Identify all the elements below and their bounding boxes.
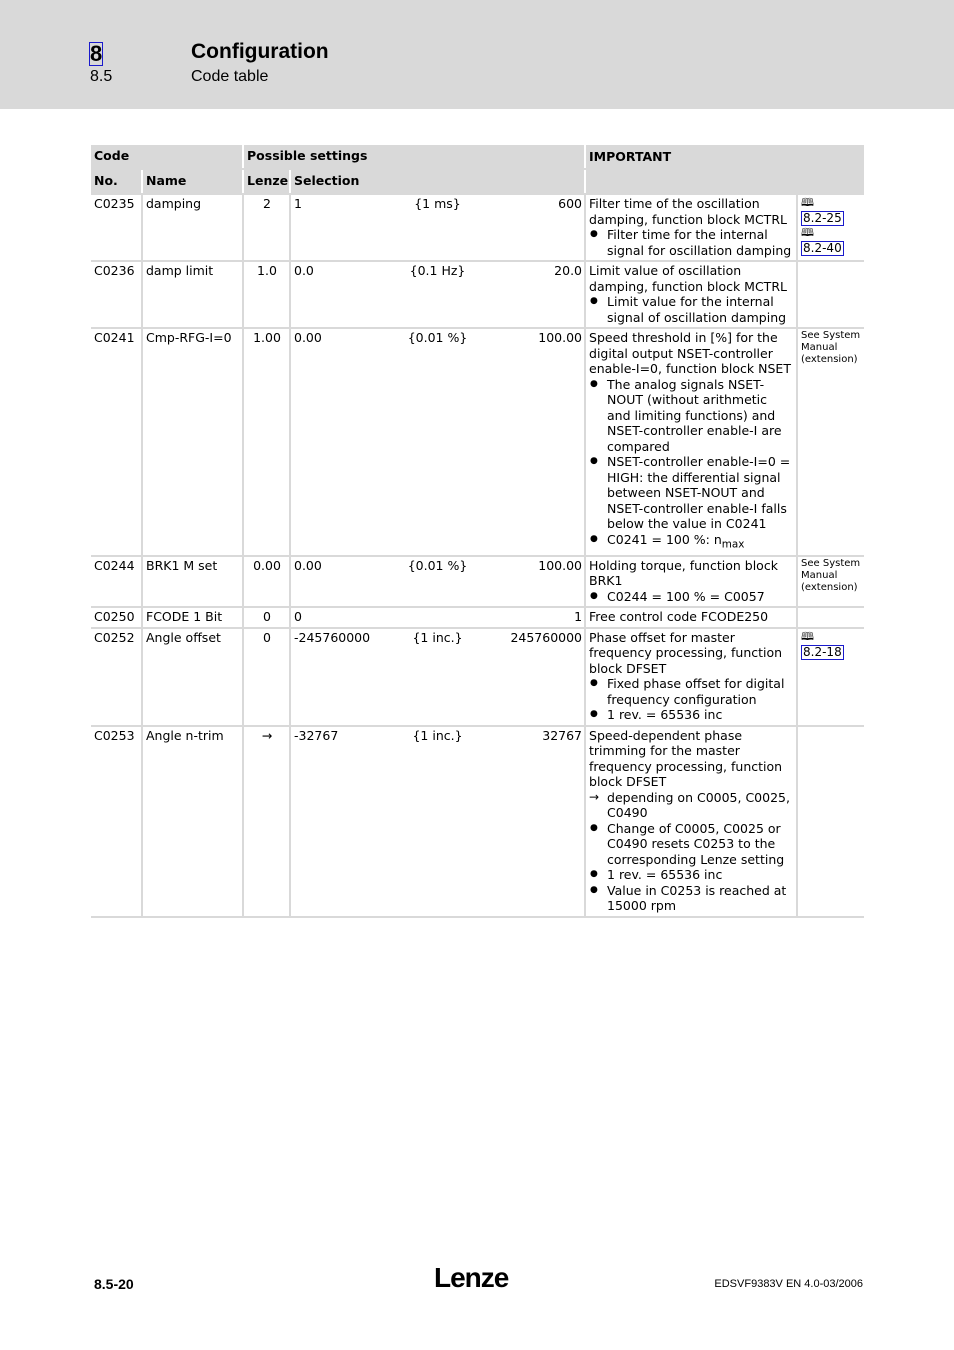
code-no: C0253 <box>91 726 142 917</box>
lenze-value: 0 <box>243 607 290 628</box>
note-cell: See System Manual (extension) <box>797 556 864 608</box>
code-name: Angle n-trim <box>142 726 243 917</box>
selection <box>290 726 585 917</box>
description <box>585 261 797 328</box>
code-table <box>91 145 864 918</box>
header-code: Code <box>91 145 243 169</box>
reference-cell <box>797 628 864 726</box>
code-no: C0250 <box>91 607 142 628</box>
description-text: Speed threshold in [%] for the digital output NSET-controller enable-I=0, function block NSET <box>589 330 791 376</box>
lenze-value: 2 <box>243 194 290 261</box>
bullet-item <box>589 532 794 553</box>
header-lenze: Lenze <box>243 169 290 194</box>
reference-cell <box>797 726 864 917</box>
selection-max: 1 <box>574 609 583 624</box>
table-row <box>91 328 864 556</box>
table-row <box>91 628 864 726</box>
book-icon: 🕮 <box>801 629 814 643</box>
description <box>585 556 797 608</box>
description <box>585 726 797 917</box>
header-no: No. <box>91 169 142 194</box>
code-name: Cmp-RFG-I=0 <box>142 328 243 556</box>
header-band <box>0 0 954 109</box>
header-important: IMPORTANT <box>585 145 864 194</box>
description <box>585 328 797 556</box>
table-row <box>91 607 864 628</box>
table-row <box>91 194 864 261</box>
selection-min: 0 <box>294 609 302 624</box>
page-ref-link[interactable]: 8.2-25 <box>803 211 842 225</box>
selection-unit: {0.01 %} <box>407 330 468 345</box>
chapter-title: Configuration <box>191 40 329 63</box>
description-text: Free control code FCODE250 <box>589 609 769 624</box>
selection-unit: {1 inc.} <box>412 629 463 645</box>
selection-max: 100.00 <box>538 557 583 573</box>
selection-max: 600 <box>558 196 583 211</box>
lenze-value: 0.00 <box>243 556 290 608</box>
selection <box>290 261 585 328</box>
lenze-value-arrow-icon: → <box>243 726 290 917</box>
bullet-item: ● Limit value for the internal signal of oscillation damping <box>589 294 794 325</box>
bullet-item: ● Value in C0253 is reached at 15000 rpm <box>589 883 794 914</box>
code-no: C0236 <box>91 261 142 328</box>
code-no: C0244 <box>91 556 142 608</box>
chapter-number-link[interactable]: 8 <box>90 41 103 66</box>
section-number: 8.5 <box>90 68 113 85</box>
selection-min: 1 <box>294 196 302 211</box>
reference-cell <box>797 194 864 261</box>
lenze-value: 1.00 <box>243 328 290 556</box>
description-text: Holding torque, function block BRK1 <box>589 557 778 588</box>
bullet-item: ● C0244 = 100 % = C0057 <box>589 589 794 605</box>
selection <box>290 607 585 628</box>
note-cell: See System Manual (extension) <box>797 328 864 556</box>
bullet-item: ● NSET-controller enable-I=0 = HIGH: the differential signal between NSET-NOUT and NSET-controller enable-I falls below the value in C0241 <box>589 454 794 532</box>
lenze-value: 1.0 <box>243 261 290 328</box>
selection-unit: {1 ms} <box>414 196 461 211</box>
selection-min: 0.0 <box>294 263 314 278</box>
selection-min: 0.00 <box>294 557 322 573</box>
table-row <box>91 556 864 608</box>
lenze-logo: Lenze <box>434 1262 509 1293</box>
selection <box>290 194 585 261</box>
book-icon: 🕮 <box>801 196 814 209</box>
selection-min: -245760000 <box>294 629 371 645</box>
reference-cell <box>797 261 864 328</box>
selection <box>290 328 585 556</box>
table-row <box>91 726 864 917</box>
code-name: Angle offset <box>142 628 243 726</box>
bullet-item: ● Change of C0005, C0025 or C0490 resets C0253 to the corresponding Lenze setting <box>589 821 794 868</box>
bullet-text: C0241 = 100 %: n <box>607 531 722 547</box>
selection-min: 0.00 <box>294 330 322 345</box>
book-icon: 🕮 <box>801 226 814 239</box>
code-no: C0241 <box>91 328 142 556</box>
page-number: 8.5-20 <box>94 1276 134 1292</box>
code-name: damping <box>142 194 243 261</box>
bullet-item: ● 1 rev. = 65536 inc <box>589 867 794 883</box>
code-name: damp limit <box>142 261 243 328</box>
code-no: C0252 <box>91 628 142 726</box>
selection-unit: {0.1 Hz} <box>409 263 466 278</box>
selection-max: 32767 <box>542 727 583 743</box>
reference-cell <box>797 607 864 628</box>
bullet-item: ● Fixed phase offset for digital frequency configuration <box>589 676 794 707</box>
bullet-item: ● 1 rev. = 65536 inc <box>589 707 794 723</box>
description-text: Phase offset for master frequency processing, function block DFSET <box>589 629 783 676</box>
subscript: max <box>721 538 745 550</box>
arrow-item: → depending on C0005, C0025, C0490 <box>589 790 794 821</box>
lenze-value: 0 <box>243 628 290 726</box>
table-row <box>91 261 864 328</box>
description-text: Filter time of the oscillation damping, function block MCTRL <box>589 196 787 227</box>
description <box>585 607 797 628</box>
header-name: Name <box>142 169 243 194</box>
header-selection: Selection <box>290 169 585 194</box>
description-text: Limit value of oscillation damping, function block MCTRL <box>589 263 787 294</box>
section-title: Code table <box>191 68 269 85</box>
page-ref-link[interactable]: 8.2-40 <box>803 241 842 255</box>
bullet-item: ● The analog signals NSET-NOUT (without arithmetic and limiting functions) and NSET-controller enable-I are compared <box>589 377 794 455</box>
code-no: C0235 <box>91 194 142 261</box>
description <box>585 628 797 726</box>
description-text: Speed-dependent phase trimming for the master frequency processing, function block DFSET <box>589 727 783 789</box>
page-ref-link[interactable]: 8.2-18 <box>803 644 842 659</box>
selection-unit: {1 inc.} <box>412 727 463 743</box>
selection-max: 245760000 <box>510 629 583 645</box>
code-name: FCODE 1 Bit <box>142 607 243 628</box>
bullet-item: ● Filter time for the internal signal for oscillation damping <box>589 227 794 258</box>
header-possible-settings: Possible settings <box>243 145 585 169</box>
description <box>585 194 797 261</box>
code-name: BRK1 M set <box>142 556 243 608</box>
selection-max: 20.0 <box>554 263 583 278</box>
selection-min: -32767 <box>294 727 339 743</box>
document-id: EDSVF9383V EN 4.0-03/2006 <box>714 1278 863 1290</box>
selection <box>290 628 585 726</box>
selection-max: 100.00 <box>538 330 583 345</box>
selection <box>290 556 585 608</box>
selection-unit: {0.01 %} <box>407 557 468 573</box>
